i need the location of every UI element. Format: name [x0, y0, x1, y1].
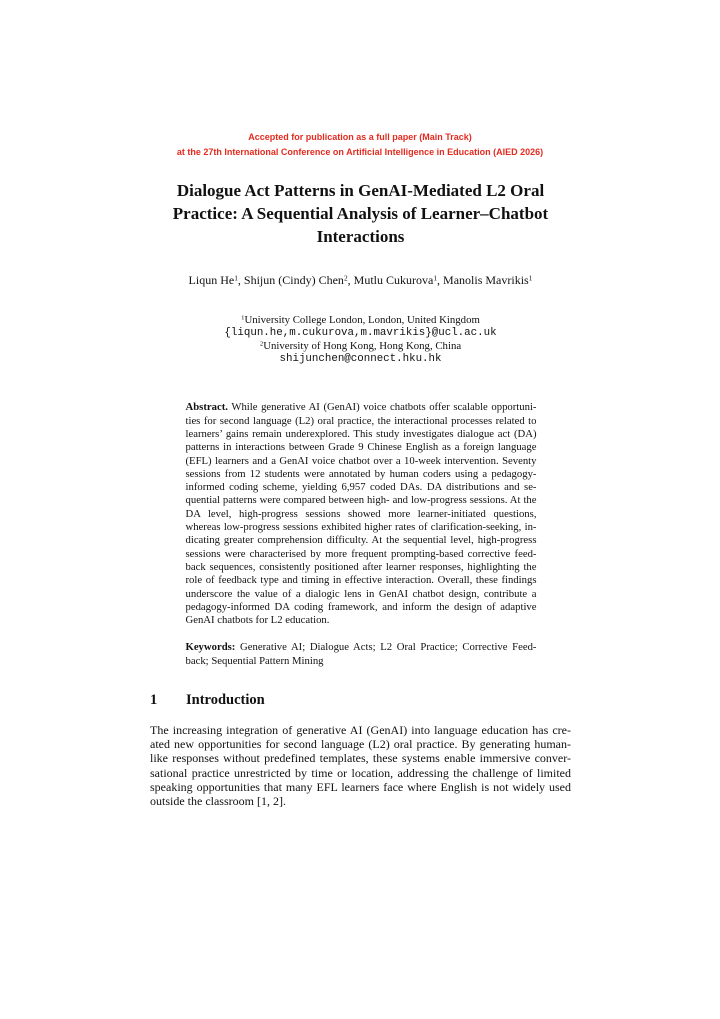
keywords-line: back; Sequential Pattern Mining — [185, 654, 324, 667]
abstract-line: ties for second language (L2) oral practice, the interactional processes related to — [185, 414, 537, 427]
title-line: Interactions — [316, 226, 405, 246]
affiliation-mark: 2 — [259, 340, 264, 348]
author-name: Liqun He — [188, 273, 235, 287]
acceptance-notice — [0, 130, 720, 160]
keywords — [186, 641, 537, 668]
abstract-line: DA level, high-progress sessions showed more learner-initiated questions, — [185, 507, 537, 520]
abstract — [186, 401, 537, 627]
author-name: Shijun (Cindy) Chen — [243, 273, 344, 287]
keywords-label: Keywords: — [185, 641, 236, 654]
author-affiliation-mark: 2 — [343, 273, 348, 283]
paragraph-line: like responses without predefined templates, these systems enable immersive conver- — [150, 751, 571, 766]
affiliations — [150, 314, 571, 366]
paragraph-line: sational practice unrestricted by time or location, addressing the challenge of limited — [150, 765, 571, 780]
author-separator: , — [237, 273, 244, 287]
title-line: Dialogue Act Patterns in GenAI-Mediated L2 Oral — [176, 180, 545, 200]
affiliation-institution: University College London, London, United Kingdom — [244, 313, 480, 326]
abstract-line: pedagogy-informed DA coding framework, and inform the design of adaptive — [185, 600, 537, 613]
abstract-line: (EFL) learners and a GenAI voice chatbot over a 10-week intervention. Seventy — [185, 454, 537, 467]
abstract-line: GenAI chatbots for L2 education. — [185, 614, 330, 627]
paragraph-line: The increasing integration of generative AI (GenAI) into language education has cre- — [150, 722, 571, 737]
section-heading — [150, 692, 571, 709]
author-name: Mutlu Cukurova — [353, 273, 434, 287]
abstract-line: dicating greater comprehension difficulty. At the sequential level, high-progress — [185, 534, 537, 547]
abstract-line: role of feedback type and timing in effective interaction. Overall, these findings — [185, 574, 537, 587]
abstract-label: Abstract. — [185, 401, 228, 414]
keywords-line-text: Generative AI; Dialogue Acts; L2 Oral Practice; Corrective Feed- — [240, 641, 537, 654]
paragraph-line: outside the classroom [1, 2]. — [150, 794, 286, 809]
abstract-line: quential patterns were compared between high- and low-progress sessions. At the — [185, 494, 537, 507]
paper-title — [150, 179, 571, 248]
abstract-line: patterns in interactions between Grade 9 Chinese English as a foreign language — [185, 441, 537, 454]
paragraph-line: ated new opportunities for second language (L2) oral practice. By generating human- — [150, 737, 571, 752]
author-name: Manolis Mavrikis — [443, 273, 529, 287]
affiliation-email: shijunchen@connect.hku.hk — [279, 352, 442, 365]
paragraph-line: speaking opportunities that many EFL learners face where English is not widely used — [150, 780, 571, 795]
title-line: Practice: A Sequential Analysis of Learner–Chatbot — [172, 203, 549, 223]
author-separator: , — [347, 273, 354, 287]
abstract-line: whereas low-progress sessions exhibited higher rates of clarification-seeking, in- — [185, 521, 537, 534]
affiliation-email: {liqun.he,m.cukurova,m.mavrikis}@ucl.ac.uk — [224, 326, 497, 339]
abstract-line: sessions from 12 students were annotated by human coders using a pedagogy- — [185, 467, 537, 480]
abstract-line: informed coding scheme, yielding 6,957 coded DAs. DA distributions and se- — [185, 481, 537, 494]
author-affiliation-mark: 1 — [528, 273, 533, 283]
abstract-line: learners’ gains remain underexplored. This study investigates dialogue act (DA) — [185, 427, 537, 440]
affiliation-institution: University of Hong Kong, Hong Kong, China — [263, 339, 462, 352]
keywords-line — [186, 641, 537, 654]
affiliation-line — [150, 314, 571, 327]
abstract-line — [186, 401, 537, 414]
author-affiliation-mark: 1 — [433, 273, 438, 283]
abstract-line: back sequences, consistently positioned after learner responses, highlighting the — [185, 560, 537, 573]
author-separator: , — [437, 273, 444, 287]
acceptance-notice-line: at the 27th International Conference on Artificial Intelligence in Education (AIED 2026) — [176, 147, 544, 157]
affiliation-line — [150, 340, 571, 353]
author-affiliation-mark: 1 — [234, 273, 238, 283]
acceptance-notice-line: Accepted for publication as a full paper (Main Track) — [248, 132, 472, 142]
abstract-line: underscore the value of a dialogic lens in GenAI chatbot design, contribute a — [185, 587, 537, 600]
author-list — [150, 273, 571, 288]
section-number: 1 — [150, 691, 158, 708]
affiliation-mark: 1 — [241, 314, 245, 322]
section-paragraph — [150, 723, 571, 809]
section-title: Introduction — [186, 691, 265, 708]
abstract-line-text: While generative AI (GenAI) voice chatbots offer scalable opportuni- — [231, 401, 537, 414]
abstract-line: sessions were characterised by more frequent prompting-based corrective feed- — [185, 547, 537, 560]
